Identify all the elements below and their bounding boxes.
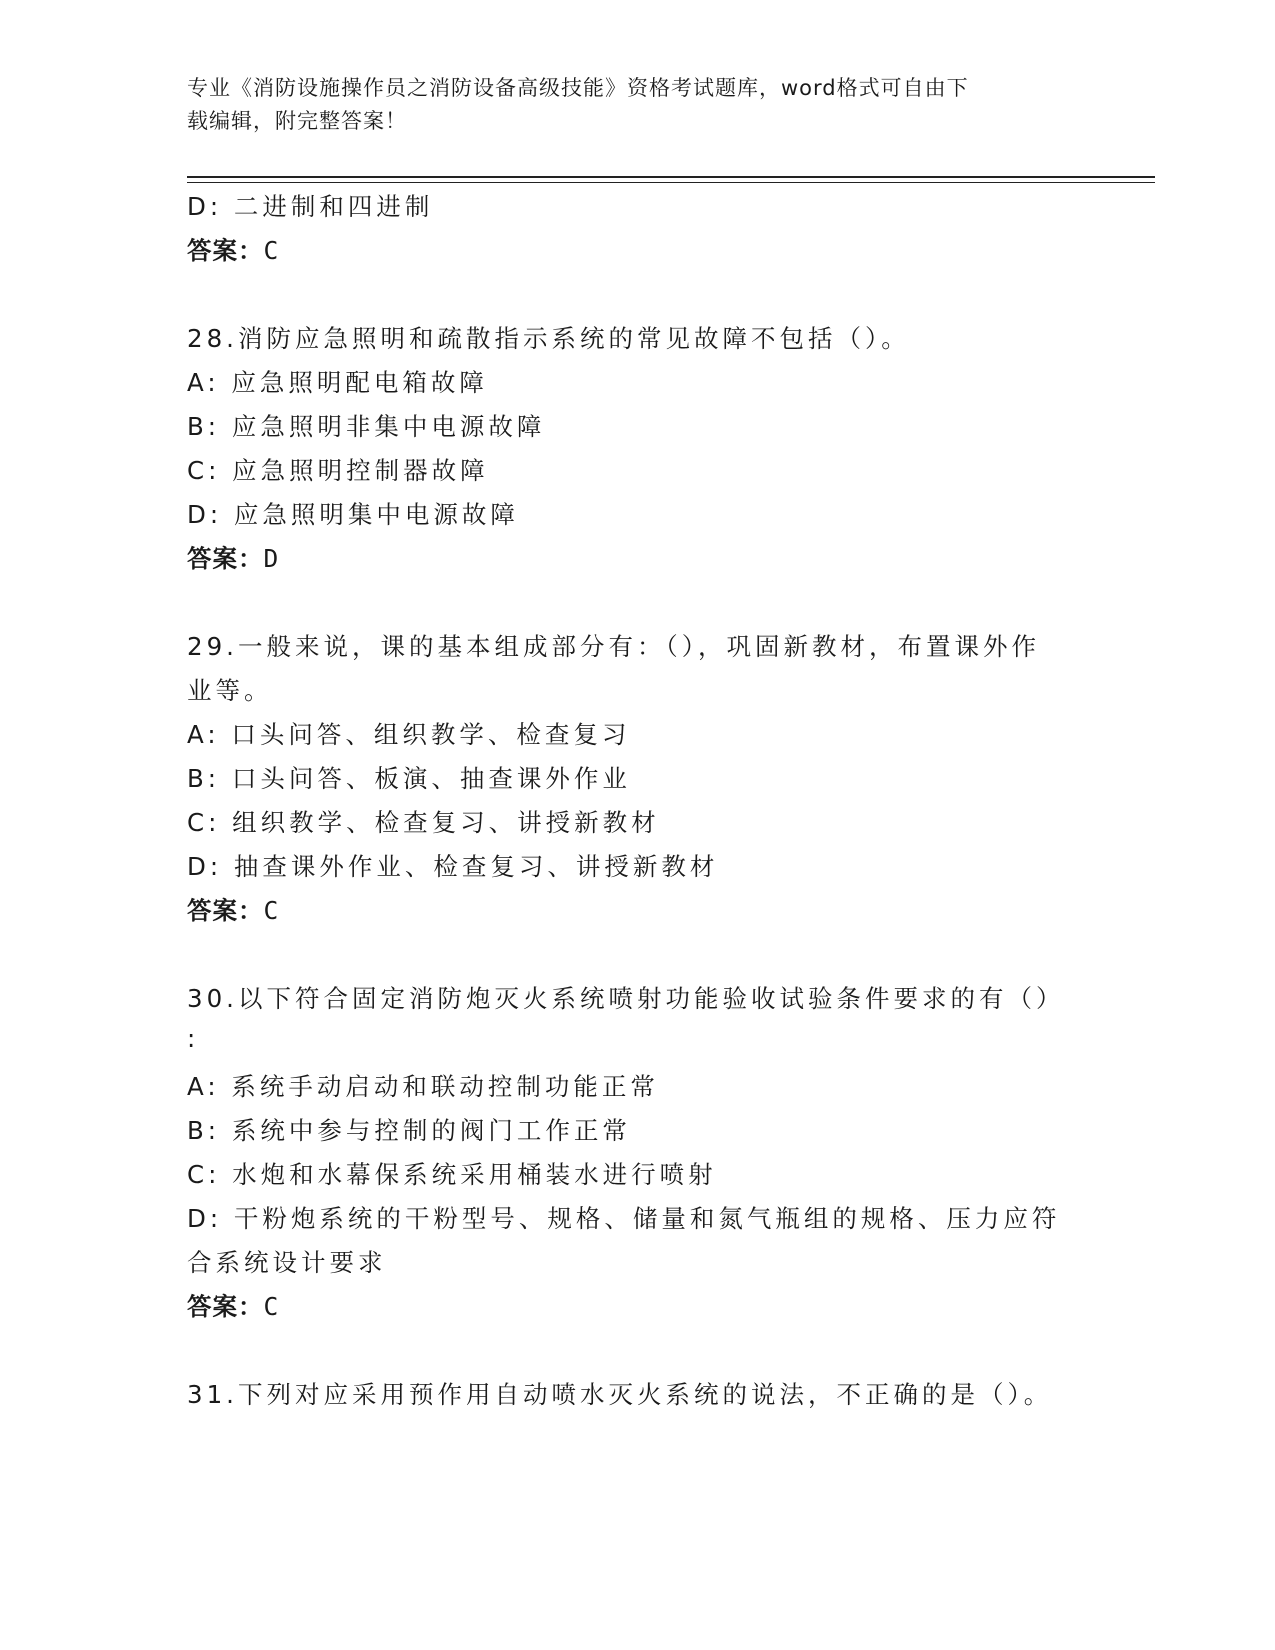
q27-answer — [187, 232, 278, 267]
document-header — [187, 72, 1067, 138]
answer-value: C — [263, 1292, 279, 1321]
q31-question: 31.下列对应采用预作用自动喷水灭火系统的说法，不正确的是（）。 — [187, 1380, 1053, 1409]
q28-question: 28.消防应急照明和疏散指示系统的常见故障不包括（）。 — [187, 324, 910, 353]
header-divider-thin — [187, 182, 1155, 183]
q29-option-d: D: 抽查课外作业、检查复习、讲授新教材 — [187, 852, 719, 881]
answer-label: 答案： — [187, 544, 264, 573]
q28-option-c: C: 应急照明控制器故障 — [187, 456, 489, 485]
q29-question-line-1: 29.一般来说，课的基本组成部分有：（），巩固新教材，布置课外作 — [187, 632, 1040, 661]
answer-label: 答案： — [187, 896, 264, 925]
header-divider-thick — [187, 176, 1155, 178]
answer-value: C — [263, 896, 279, 925]
answer-label: 答案： — [187, 1292, 264, 1321]
q28-answer — [187, 540, 278, 575]
answer-label: 答案： — [187, 236, 264, 265]
q30-question-line-2: : — [187, 1024, 200, 1053]
q28-option-a: A: 应急照明配电箱故障 — [187, 368, 488, 397]
q30-option-a: A: 系统手动启动和联动控制功能正常 — [187, 1072, 659, 1101]
q29-answer — [187, 892, 278, 927]
q30-option-d-line-1: D: 干粉炮系统的干粉型号、规格、储量和氮气瓶组的规格、压力应符 — [187, 1204, 1061, 1233]
q28-option-b: B: 应急照明非集中电源故障 — [187, 412, 546, 441]
q29-question-line-2: 业等。 — [187, 676, 273, 705]
answer-value: C — [263, 236, 279, 265]
q30-answer — [187, 1288, 278, 1323]
q28-option-d: D: 应急照明集中电源故障 — [187, 500, 519, 529]
q29-option-a: A: 口头问答、组织教学、检查复习 — [187, 720, 631, 749]
q29-option-b: B: 口头问答、板演、抽查课外作业 — [187, 764, 631, 793]
q30-question-line-1: 30.以下符合固定消防炮灭火系统喷射功能验收试验条件要求的有（） — [187, 984, 1065, 1013]
q30-option-d-line-2: 合系统设计要求 — [187, 1248, 387, 1277]
header-line-1: 专业《消防设施操作员之消防设备高级技能》资格考试题库，word格式可自由下 — [187, 76, 969, 100]
answer-value: D — [263, 544, 279, 573]
header-line-2: 载编辑，附完整答案！ — [187, 109, 407, 133]
q30-option-c: C: 水炮和水幕保系统采用桶装水进行喷射 — [187, 1160, 717, 1189]
q27-option-d: D: 二进制和四进制 — [187, 192, 434, 221]
q29-option-c: C: 组织教学、检查复习、讲授新教材 — [187, 808, 660, 837]
q30-option-b: B: 系统中参与控制的阀门工作正常 — [187, 1116, 631, 1145]
